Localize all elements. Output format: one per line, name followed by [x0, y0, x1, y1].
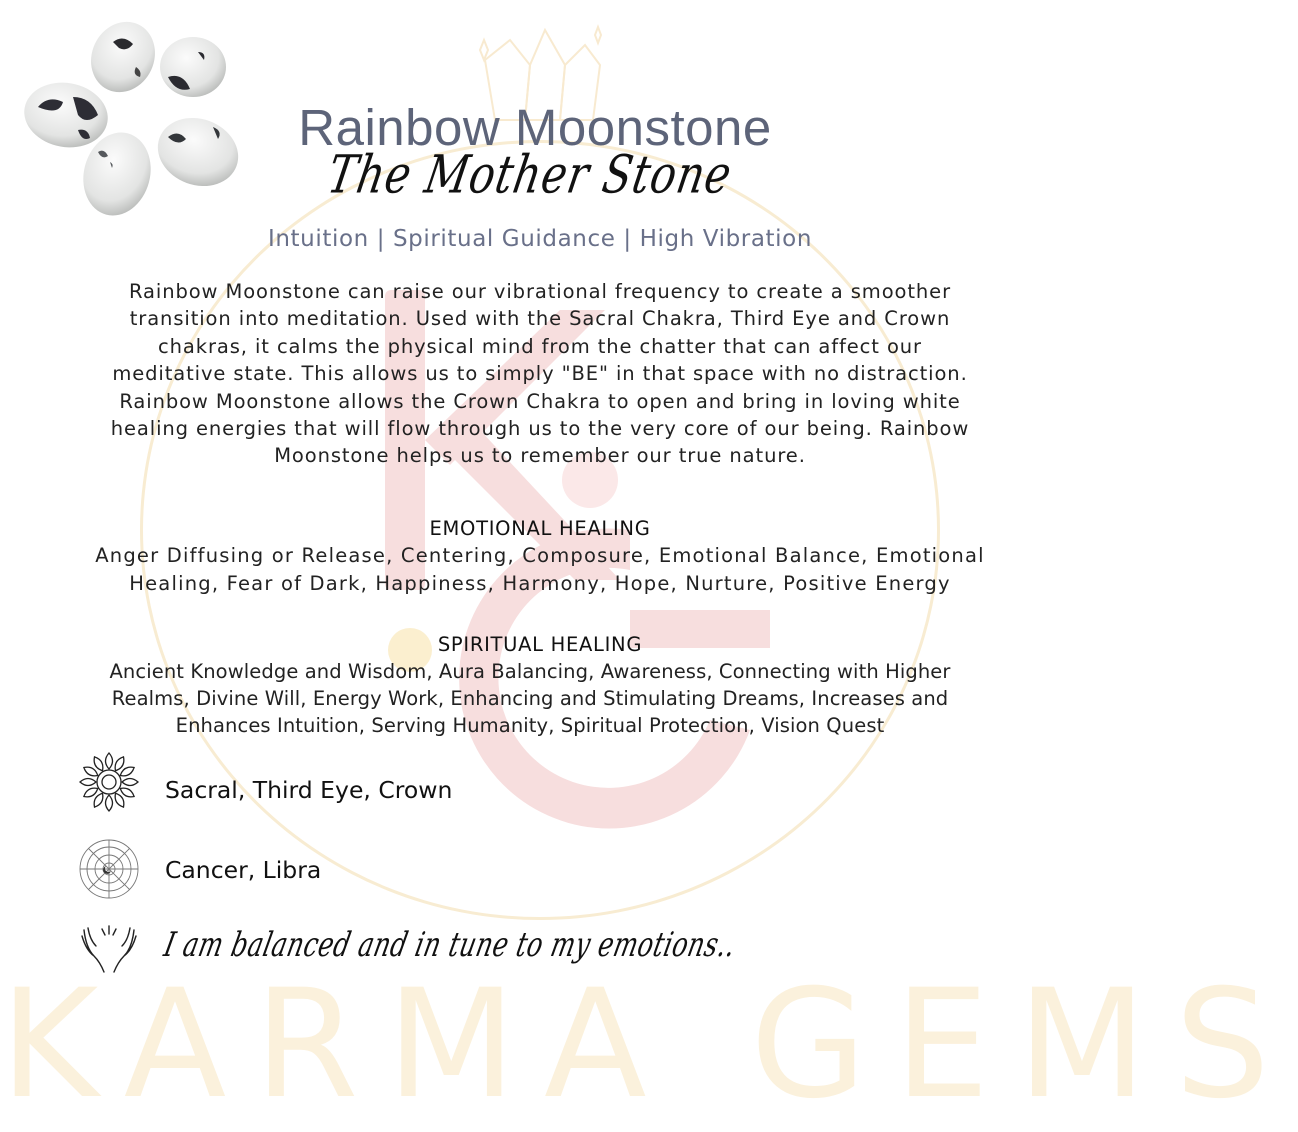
description-paragraph: Rainbow Moonstone can raise our vibrational frequency to create a smoother transition into meditation. Used with the Sacral Chakra, Third Eye and Crown chakras, it calms the physical mind from the chatter that can affect our meditative state. This allows us to simply "BE" in that space with no distraction. Rainbow Moonstone allows the Crown Chakra to open and bring in loving white healing energies that will flow through us to the very core of our being. Rainbow Moonstone helps us to remember our true nature. [110, 280, 970, 468]
page-subtitle: The Mother Stone [323, 143, 737, 206]
brand-watermark: KARMA GEMS [0, 958, 1298, 1132]
zodiac-text: Cancer, Libra [165, 856, 322, 884]
open-hands-icon [78, 920, 140, 982]
chakras-text: Sacral, Third Eye, Crown [165, 776, 453, 804]
affirmation-text: I am balanced and in tune to my emotions.. [160, 924, 740, 965]
spiritual-healing-heading: SPIRITUAL HEALING [437, 633, 643, 656]
emotional-healing-text: Anger Diffusing or Release, Centering, Composure, Emotional Balance, Emotional Healing, Fear of Dark, Happiness, Harmony, Hope, Nurture, Positive Energy [95, 544, 985, 595]
zodiac-wheel-icon [78, 838, 140, 900]
mandala-icon [78, 751, 140, 813]
spiritual-healing-text: Ancient Knowledge and Wisdom, Aura Balancing, Awareness, Connecting with Higher Realms, Divine Will, Energy Work, Enhancing and Stimulating Dreams, Increases and Enhances Intuition, Serving Humanity, Spiritual Protection, Vision Quest [109, 660, 951, 738]
moonstone-stones-image [18, 12, 238, 227]
keywords-line: Intuition | Spiritual Guidance | High Vibration [267, 226, 813, 252]
emotional-healing-heading: EMOTIONAL HEALING [429, 517, 651, 540]
page-title: Rainbow Moonstone [298, 99, 772, 156]
